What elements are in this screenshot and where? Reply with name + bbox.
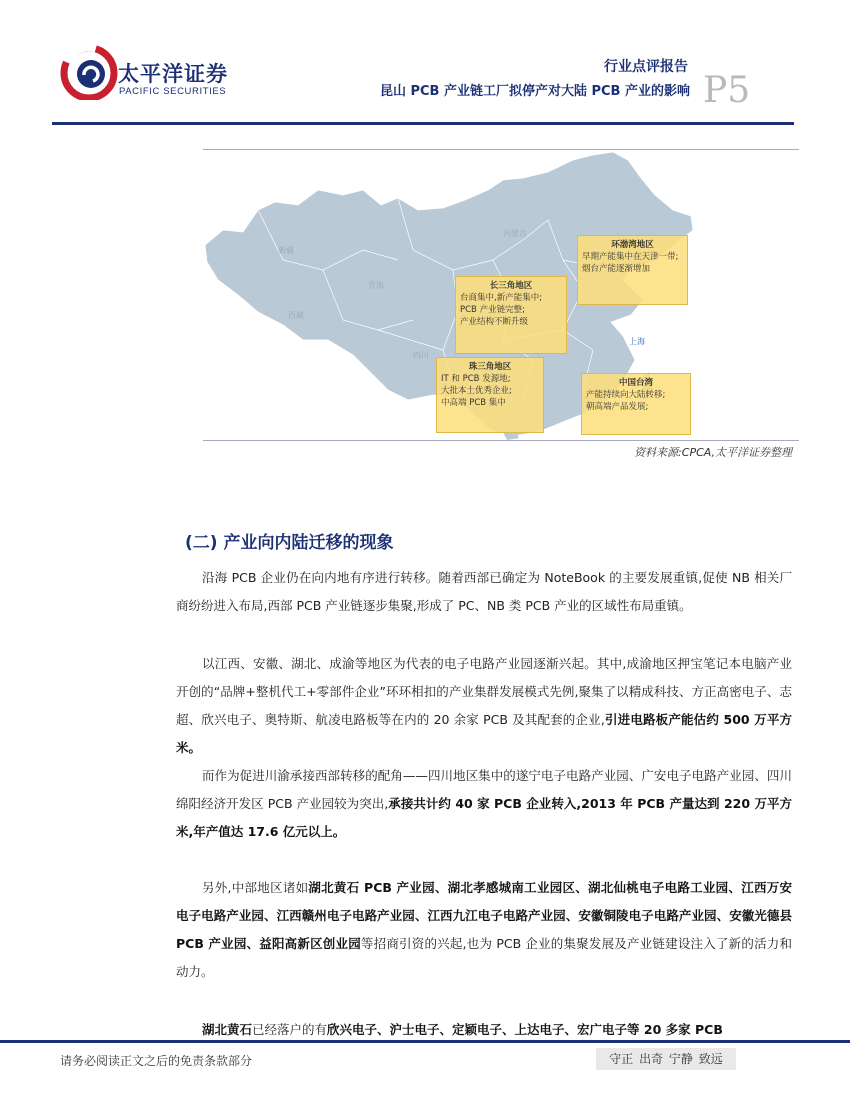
report-type: 行业点评报告 [604, 59, 688, 75]
footer-motto: 守正 出奇 宁静 致远 [596, 1048, 736, 1070]
figure-source: 资料来源:CPCA,太平洋证券整理 [634, 446, 792, 459]
region-title: 珠三角地区 [468, 362, 512, 372]
map-label: 内蒙古 [503, 229, 527, 238]
map-label: 青海 [368, 281, 384, 290]
page-number: P5 [703, 70, 751, 111]
paragraph-1 [176, 564, 792, 620]
paragraph-text: 以江西、安徽、湖北、成渝等地区为代表的电子电路产业园逐渐兴起。其中,成渝地区押宝笔记本电脑产业开创的“品牌+整机代工+零部件企业”环环相扣的产业集群发展模式先例,聚集了以精成科技、方正高密电子、志超、欣兴电子、奥特斯、航凌电路板等在内的 20 余家 PCB 及其配套的企业, [176, 656, 792, 727]
report-title: 昆山 PCB 产业链工厂拟停产对大陆 PCB 产业的影响 [379, 84, 690, 99]
map-label: 四川 [413, 351, 429, 360]
header-rule [52, 122, 794, 125]
region-line: 朝高端产品发展; [586, 402, 649, 412]
region-box-yangtze [455, 276, 567, 354]
company-logo-icon [60, 42, 118, 100]
footer-disclaimer: 请务必阅读正文之后的免责条款部分 [60, 1054, 253, 1068]
paragraph-4 [176, 874, 792, 986]
region-line: 早期产能集中在天津一带; [582, 252, 679, 262]
china-map-figure [203, 150, 799, 440]
logo-english-name: PACIFIC SECURITIES [119, 86, 227, 97]
region-line: 台商集中,新产能集中; [460, 293, 543, 303]
paragraph-bold: 承接共计约 40 家 PCB 企业转入,2013 年 PCB 产量达到 220 万平方米,年产值达 17.6 亿元以上。 [176, 796, 793, 839]
figure-bottom-rule [203, 440, 799, 441]
paragraph-text: 已经落户的有 [252, 1022, 328, 1037]
section-heading: (二) 产业向内陆迁移的现象 [185, 533, 394, 553]
region-title: 长三角地区 [489, 281, 533, 291]
paragraph-text: 等招商引资的兴起,也为 PCB 企业的集聚发展及产业链建设注入了新的活力和动力。 [176, 936, 792, 979]
paragraph-bold: 欣兴电子、沪士电子、定颖电子、上达电子、宏广电子等 20 多家 PCB [327, 1022, 723, 1037]
paragraph-bold: 引进电路板产能估约 500 万平方米。 [176, 712, 792, 755]
paragraph-3 [176, 762, 792, 846]
region-line: 烟台产能逐渐增加 [582, 264, 651, 274]
shanghai-label: 上海 [629, 337, 645, 346]
paragraph-text: 而作为促进川渝承接西部转移的配角——四川地区集中的遂宁电子电路产业园、广安电子电路产业园、四川绵阳经济开发区 PCB 产业园较为突出, [176, 768, 792, 811]
region-line: 中高端 PCB 集中 [441, 398, 506, 408]
region-box-taiwan [581, 373, 691, 435]
logo-chinese-name: 太平洋证券 [118, 62, 228, 86]
paragraph-bold: 湖北黄石 [202, 1022, 253, 1037]
region-line: PCB 产业链完整; [460, 305, 525, 315]
region-line: IT 和 PCB 发源地; [441, 374, 511, 384]
map-label: 新疆 [278, 246, 294, 255]
region-title: 中国台湾 [618, 378, 653, 388]
footer-rule [0, 1040, 850, 1043]
paragraph-2 [176, 650, 792, 762]
region-line: 大批本土优秀企业; [441, 386, 512, 396]
region-title: 环渤湾地区 [611, 240, 654, 250]
region-line: 产能持续向大陆转移; [586, 390, 666, 400]
region-box-pearl [436, 357, 544, 433]
region-box-bohai [577, 235, 688, 305]
paragraph-text: 另外,中部地区诸如 [202, 880, 309, 895]
paragraph-bold: 湖北黄石 PCB 产业园、湖北孝感城南工业园区、湖北仙桃电子电路工业园、江西万安电子电路产业园、江西赣州电子电路产业园、江西九江电子电路产业园、安徽铜陵电子电路产业园、安徽光德县 PCB 产业园、益阳高新区创业园 [176, 880, 792, 951]
region-line: 产业结构不断升级 [460, 317, 529, 327]
paragraph-text: 沿海 PCB 企业仍在向内地有序进行转移。随着西部已确定为 NoteBook 的主要发展重镇,促使 NB 相关厂商纷纷进入布局,西部 PCB 产业链逐步集聚,形成了 PC、NB 类 PCB 产业的区域性布局重镇。 [176, 570, 792, 613]
map-label: 西藏 [288, 311, 304, 320]
